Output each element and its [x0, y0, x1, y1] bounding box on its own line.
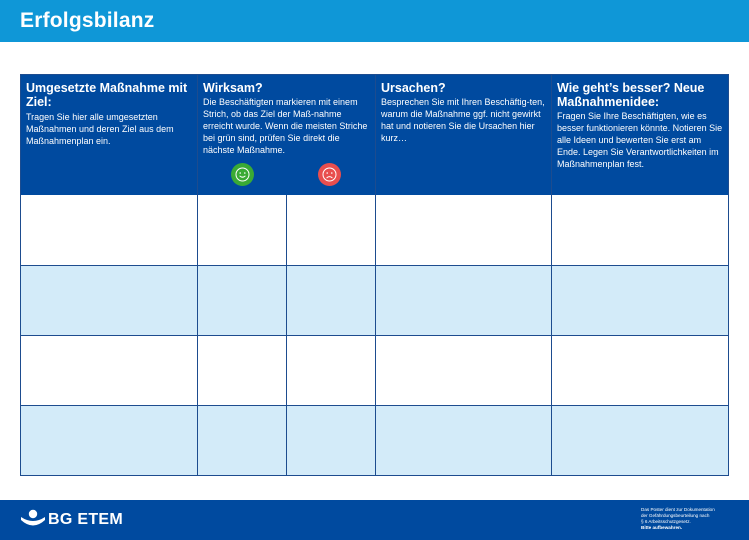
effective-yes-cell[interactable] — [198, 265, 286, 335]
column-divider — [551, 75, 552, 475]
idea-cell[interactable] — [552, 405, 728, 475]
idea-cell[interactable] — [552, 195, 728, 265]
measure-cell[interactable] — [21, 405, 197, 475]
measure-cell[interactable] — [21, 195, 197, 265]
evaluation-table — [20, 74, 729, 476]
header-effective — [198, 75, 375, 195]
header-text: Tragen Sie hier alle umgesetzten Maßnahmen und deren Ziel aus dem Maßnahmenplan ein. — [26, 112, 174, 146]
measure-cell[interactable] — [21, 265, 197, 335]
footer-note — [641, 507, 741, 531]
bg-etem-logo-icon — [20, 509, 46, 531]
happy-face-icon — [231, 163, 254, 186]
causes-cell[interactable] — [376, 405, 551, 475]
header-text: Die Beschäftigten markieren mit einem Strich, ob das Ziel der Maß-nahme erreicht wurde. Wenn die meisten Striche bei grün sind, prüfen Sie direkt die nächste Maßnahme. — [203, 97, 368, 155]
measure-cell[interactable] — [21, 335, 197, 405]
column-divider — [375, 75, 376, 475]
title-bar — [0, 0, 749, 42]
effective-no-cell[interactable] — [287, 405, 375, 475]
header-title: Wie geht’s besser? Neue Maßnahmenidee: — [557, 81, 705, 109]
footer-note-line: § 6 Arbeitsschutzgesetz. — [641, 519, 691, 524]
effective-yes-cell[interactable] — [198, 195, 286, 265]
page-title: Erfolgsbilanz — [20, 9, 155, 32]
effective-yes-cell[interactable] — [198, 335, 286, 405]
footer-bar — [0, 500, 749, 540]
effective-no-cell[interactable] — [287, 265, 375, 335]
footer-note-line: Das Poster dient zur Dokumentation — [641, 507, 715, 512]
footer-note-line: der Gefährdungsbeurteilung nach — [641, 513, 710, 518]
header-causes — [376, 75, 551, 195]
header-text: Fragen Sie Ihre Beschäftigten, wie es besser funktionieren könnte. Notieren Sie alle Ideen und bewerten Sie erst am Ende. Legen Sie Verantwortlichkeiten im Maßnahmenplan fest. — [557, 111, 723, 169]
causes-cell[interactable] — [376, 195, 551, 265]
header-implemented-measure — [21, 75, 197, 195]
logo-text: BG ETEM — [48, 511, 123, 528]
idea-cell[interactable] — [552, 265, 728, 335]
effective-no-cell[interactable] — [287, 195, 375, 265]
effective-yes-cell[interactable] — [198, 405, 286, 475]
sad-face-icon — [318, 163, 341, 186]
causes-cell[interactable] — [376, 265, 551, 335]
column-divider — [197, 75, 198, 475]
header-text: Besprechen Sie mit Ihren Beschäftig-ten, warum die Maßnahme ggf. nicht gewirkt hat und notieren Sie die Ursachen hier kurz… — [381, 97, 545, 143]
effective-no-cell[interactable] — [287, 335, 375, 405]
header-title: Wirksam? — [203, 81, 263, 95]
header-improvement — [552, 75, 728, 195]
header-title: Ursachen? — [381, 81, 446, 95]
causes-cell[interactable] — [376, 335, 551, 405]
column-divider — [286, 195, 287, 475]
idea-cell[interactable] — [552, 335, 728, 405]
footer-note-line: Bitte aufbewahren. — [641, 525, 683, 530]
header-title: Umgesetzte Maßnahme mit Ziel: — [26, 81, 188, 109]
